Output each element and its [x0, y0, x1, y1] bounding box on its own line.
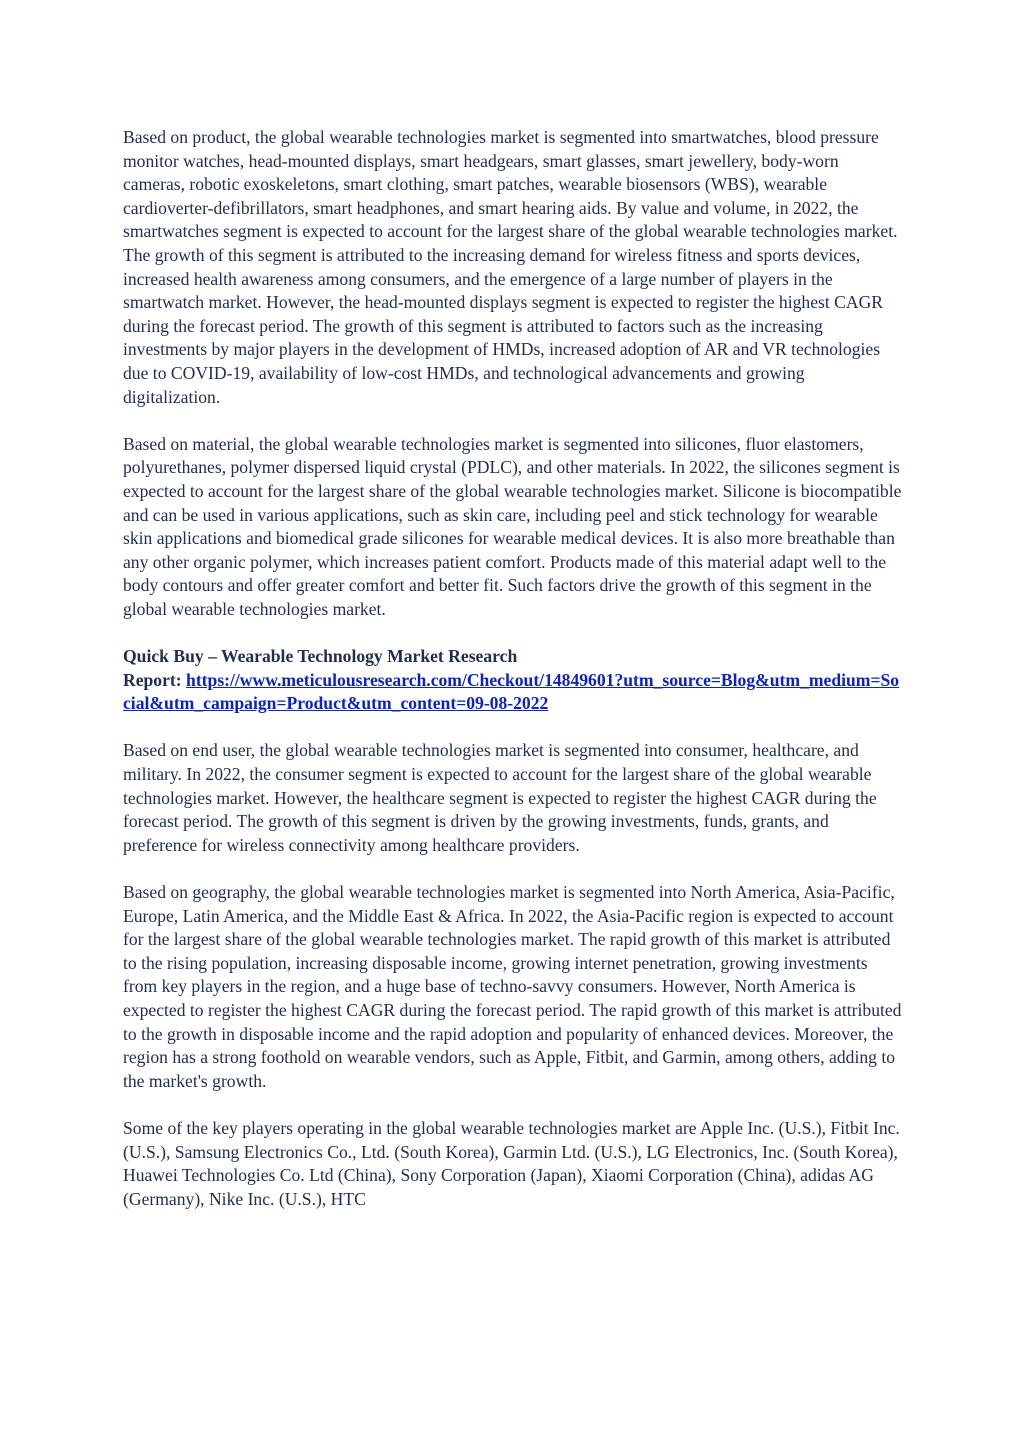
paragraph-geography-segment: Based on geography, the global wearable technologies market is segmented into North America, Asia-Pacific, Europe, Latin America, and the Middle East & Africa. In 2022, the Asia-Pacific region is expected to account for the largest share of the global wearable technologies market. The rapid growth of this market is attributed to the rising population, increasing disposable income, growing internet penetration, growing investments from key players in the region, and a huge base of techno-savvy consumers. However, North America is expected to register the highest CAGR during the forecast period. The rapid growth of this market is attributed to the growth in disposable income and the rapid adoption and popularity of enhanced devices. Moreover, the region has a strong foothold on wearable vendors, such as Apple, Fitbit, and Garmin, among others, adding to the market's growth.	[123, 882, 902, 1091]
paragraph-end-user-segment: Based on end user, the global wearable technologies market is segmented into consumer, healthcare, and military. In 2022, the consumer segment is expected to account for the largest share of the global wearable technologies market. However, the healthcare segment is expected to register the highest CAGR during the forecast period. The growth of this segment is driven by the growing investments, funds, grants, and preference for wireless connectivity among healthcare providers.	[123, 740, 877, 855]
paragraph-key-players: Some of the key players operating in the global wearable technologies market are Apple Inc. (U.S.), Fitbit Inc. (U.S.), Samsung Electronics Co., Ltd. (South Korea), Garmin Ltd. (U.S.), LG Electronics, Inc. (South Korea), Huawei Technologies Co. Ltd (China), Sony Corporation (Japan), Xiaomi Corporation (China), adidas AG (Germany), Nike Inc. (U.S.), HTC	[123, 1117, 900, 1209]
quick-buy-heading: Quick Buy – Wearable Technology Market Research	[123, 646, 518, 667]
quick-buy-report-label: Report:	[123, 669, 187, 690]
paragraph-product-segment: Based on product, the global wearable technologies market is segmented into smartwatches, blood pressure monitor watches, head-mounted displays, smart headgears, smart glasses, smart jewellery, body-worn cameras, robotic exoskeletons, smart clothing, smart patches, wearable biosensors (WBS), wearable cardioverter-defibrillators, smart headphones, and smart hearing aids. By value and volume, in 2022, the smartwatches segment is expected to account for the largest share of the global wearable technologies market. The growth of this segment is attributed to the increasing demand for wireless fitness and sports devices, increased health awareness among consumers, and the emergence of a large number of players in the smartwatch market. However, the head-mounted displays segment is expected to register the highest CAGR during the forecast period. The growth of this segment is attributed to factors such as the increasing investments by major players in the development of HMDs, increased adoption of AR and VR technologies due to COVID-19, availability of low-cost HMDs, and technological advancements and growing digitalization.	[123, 127, 898, 407]
quick-buy-block	[123, 645, 903, 716]
document-page	[123, 126, 903, 1235]
paragraph-material-segment: Based on material, the global wearable technologies market is segmented into silicones, fluor elastomers, polyurethanes, polymer dispersed liquid crystal (PDLC), and other materials. In 2022, the silicones segment is expected to account for the largest share of the global wearable technologies market. Silicone is biocompatible and can be used in various applications, such as skin care, including peel and stick technology for wearable skin applications and biomedical grade silicones for wearable medical devices. It is also more breathable than any other organic polymer, which increases patient comfort. Products made of this material adapt well to the body contours and offer greater comfort and better fit. Such factors drive the growth of this segment in the global wearable technologies market.	[123, 433, 902, 619]
quick-buy-checkout-link[interactable]: https://www.meticulousresearch.com/Checkout/14849601?utm_source=Blog&utm_medium=Social&utm_campaign=Product&utm_content=09-08-2022	[123, 669, 900, 714]
